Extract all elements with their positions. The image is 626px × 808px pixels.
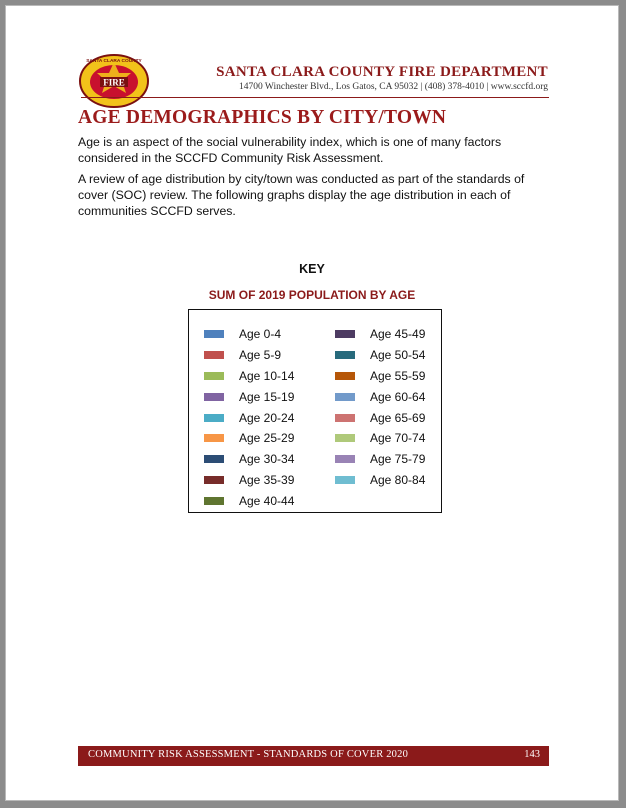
legend-item (335, 324, 425, 345)
page-title: AGE DEMOGRAPHICS BY CITY/TOWN (78, 107, 447, 128)
legend-label: Age 50-54 (370, 348, 426, 363)
header-divider (81, 97, 549, 98)
legend-label: Age 5-9 (239, 348, 282, 363)
legend-item (204, 449, 294, 470)
legend-item (335, 345, 425, 366)
legend-label: Age 70-74 (370, 431, 426, 446)
legend-label: Age 0-4 (239, 327, 282, 342)
review-paragraph: A review of age distribution by city/town was conducted as part of the standards of cover (SOC) review. The following graphs display the age distribution in each of communities SCCFD serves. (78, 172, 525, 218)
footer-text: COMMUNITY RISK ASSESSMENT - STANDARDS OF COVER 2020 (88, 749, 409, 760)
legend-swatch (335, 414, 355, 422)
key-subtitle: SUM OF 2019 POPULATION BY AGE (208, 288, 416, 302)
key-title: KEY (299, 262, 325, 276)
fire-department-logo (78, 53, 150, 109)
legend-item (204, 345, 294, 366)
legend-item (204, 366, 294, 387)
logo-center-text: FIRE (103, 77, 125, 88)
legend-column-left (204, 324, 294, 511)
legend-swatch (204, 372, 224, 380)
logo-top-text: SANTA CLARA COUNTY (86, 59, 142, 64)
page-footer (78, 746, 549, 766)
legend-item (204, 428, 294, 449)
legend-label: Age 45-49 (370, 327, 426, 342)
legend-label: Age 10-14 (239, 368, 295, 383)
legend-label: Age 80-84 (370, 472, 426, 487)
legend-label: Age 40-44 (239, 493, 295, 508)
legend-item (335, 428, 425, 449)
legend-item (204, 490, 294, 511)
legend-label: Age 20-24 (239, 410, 295, 425)
legend-swatch (204, 393, 224, 401)
legend-item (335, 386, 425, 407)
legend-label: Age 35-39 (239, 472, 295, 487)
legend-item (335, 470, 425, 491)
legend-swatch (204, 476, 224, 484)
legend-item (204, 324, 294, 345)
legend-swatch (335, 330, 355, 338)
legend-item (204, 386, 294, 407)
legend-label: Age 15-19 (239, 389, 295, 404)
legend-item (335, 449, 425, 470)
legend-swatch (204, 351, 224, 359)
legend-swatch (204, 330, 224, 338)
legend-label: Age 65-69 (370, 410, 426, 425)
legend-swatch (335, 434, 355, 442)
intro-paragraph: Age is an aspect of the social vulnerability index, which is one of many factors considered in the SCCFD Community Risk Assessment. (78, 135, 502, 165)
page-number: 143 (524, 749, 540, 760)
legend-swatch (204, 414, 224, 422)
department-address: 14700 Winchester Blvd., Los Gatos, CA 95032 | (408) 378-4010 | www.sccfd.org (238, 82, 548, 92)
legend-label: Age 75-79 (370, 452, 426, 467)
department-name: SANTA CLARA COUNTY FIRE DEPARTMENT (216, 64, 548, 80)
legend-swatch (335, 455, 355, 463)
legend-label: Age 55-59 (370, 368, 426, 383)
legend-label: Age 60-64 (370, 389, 426, 404)
legend-item (204, 470, 294, 491)
legend-label: Age 30-34 (239, 452, 295, 467)
legend-swatch (204, 497, 224, 505)
legend-label: Age 25-29 (239, 431, 295, 446)
legend-swatch (335, 372, 355, 380)
legend-item (204, 407, 294, 428)
legend-swatch (204, 434, 224, 442)
legend-item (335, 366, 425, 387)
legend-item (335, 407, 425, 428)
legend-swatch (335, 351, 355, 359)
legend-swatch (204, 455, 224, 463)
legend-column-right (335, 324, 425, 490)
legend-swatch (335, 393, 355, 401)
document-page (6, 6, 618, 800)
legend-swatch (335, 476, 355, 484)
age-legend (188, 309, 442, 513)
